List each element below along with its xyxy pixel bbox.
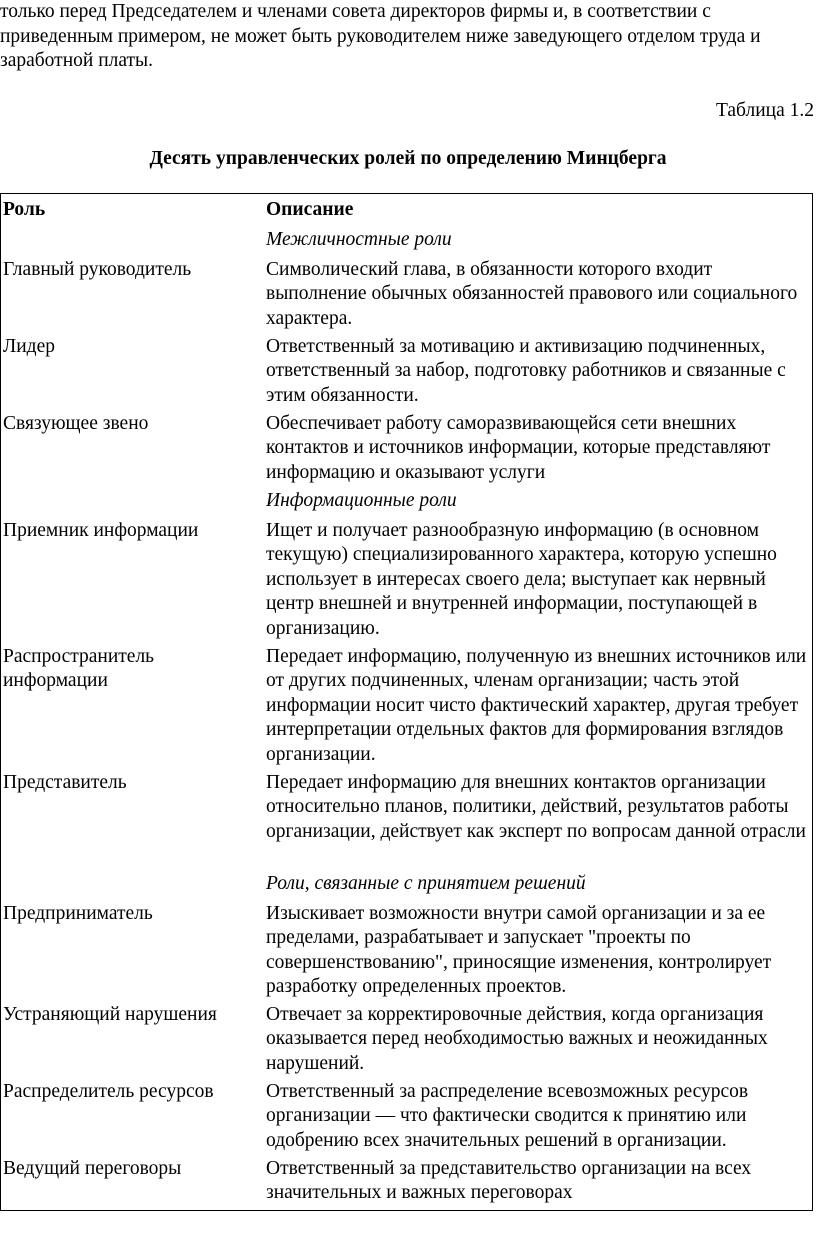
intro-paragraph: только перед Председателем и членами совета директоров фирмы и, в соответствии с приведенным примером, не может быть руководителем ниже заведующего отделом труда и заработной платы. bbox=[0, 1, 761, 71]
role-cell: Распределитель ресурсов bbox=[3, 1081, 214, 1102]
description-cell: Ответственный за представительство организации на всех значительных и важных переговорах bbox=[266, 1158, 752, 1204]
role-cell: Представитель bbox=[3, 772, 127, 793]
description-cell: Ответственный за мотивацию и активизацию подчиненных, ответственный за набор, подготовку работников и связанные с этим обязанности. bbox=[266, 336, 786, 406]
role-cell: Предприниматель bbox=[3, 903, 153, 924]
role-cell: Устраняющий нарушения bbox=[3, 1004, 217, 1025]
description-cell: Обеспечивает работу саморазвивающейся сети внешних контактов и источников информации, которые представляют информацию и оказывают услуги bbox=[266, 413, 771, 483]
header-description: Описание bbox=[266, 199, 354, 220]
description-cell: Ищет и получает разнообразную информацию (в основном текущую) специализированного характера, которую успешно использует в интересах своего дела; выступает как нервный центр внешней и внутренней информации, поступающей в организацию. bbox=[266, 520, 777, 639]
role-cell: Приемник информации bbox=[3, 520, 199, 541]
section-title-decisional: Роли, связанные с принятием решений bbox=[266, 873, 586, 894]
description-cell: Ответственный за распределение всевозможных ресурсов организации — что фактически сводится к принятию или одобрению всех значительных решений в организации. bbox=[266, 1081, 749, 1151]
description-cell: Изыскивает возможности внутри самой организации и за ее пределами, разрабатывает и запускает "проекты по совершенствованию", приносящие изменения, контролирует разработку определенных проектов. bbox=[266, 903, 772, 998]
role-cell: Распространитель информации bbox=[3, 646, 155, 692]
section-title-informational: Информационные роли bbox=[266, 490, 457, 511]
section-title-interpersonal: Межличностные роли bbox=[266, 229, 452, 250]
role-cell: Главный руководитель bbox=[3, 259, 192, 280]
role-cell: Связующее звено bbox=[3, 413, 149, 434]
description-cell: Передает информацию, полученную из внешних источников или от других подчиненных, членам организации; часть этой информации носит чисто фактический характер, другая требует интерпретации отдельных фактов для формирования взглядов организации. bbox=[266, 646, 807, 765]
description-cell: Передает информацию для внешних контактов организации относительно планов, политики, действий, результатов работы организации, действует как эксперт по вопросам данной отрасли bbox=[266, 772, 806, 842]
role-cell: Ведущий переговоры bbox=[3, 1158, 182, 1179]
table-number: Таблица 1.2 bbox=[715, 100, 814, 121]
table-title: Десять управленческих ролей по определению Минцберга bbox=[149, 148, 667, 169]
description-cell: Символический глава, в обязанности которого входит выполнение обычных обязанностей правового или социального характера. bbox=[266, 259, 798, 329]
role-cell: Лидер bbox=[3, 336, 55, 357]
header-role: Роль bbox=[3, 199, 46, 220]
description-cell: Отвечает за корректировочные действия, когда организация оказывается перед необходимостью важных и неожиданных нарушений. bbox=[266, 1004, 768, 1074]
